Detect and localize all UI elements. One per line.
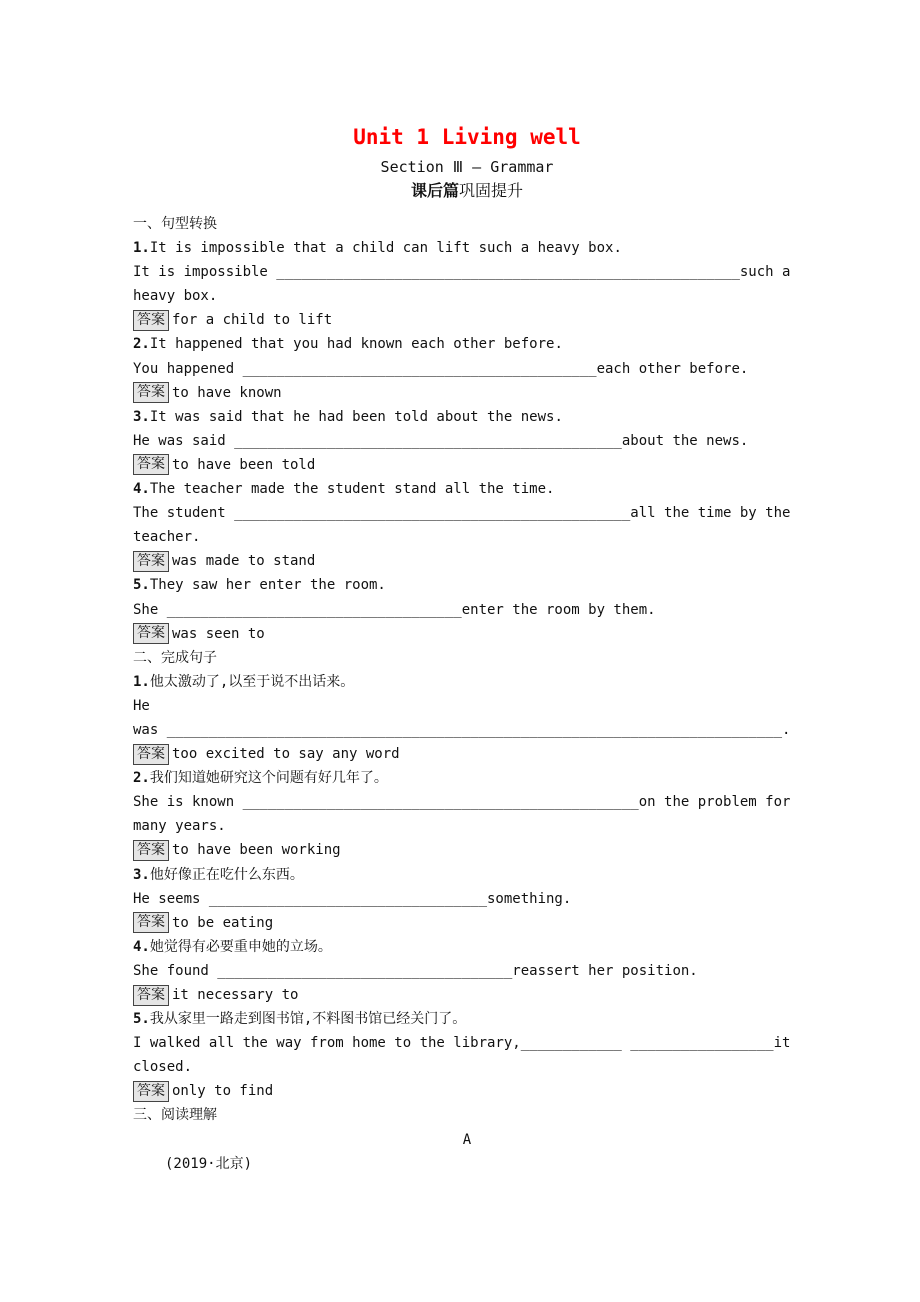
question-continuation-line: She is known _______________________________________________on the problem for — [133, 794, 791, 811]
question-continuation-line: It is impossible _______________________________________________________such a — [133, 264, 791, 281]
subheading-bold-part: 课后篇 — [410, 181, 459, 200]
answer-label-box: 答案 — [133, 310, 169, 331]
question-sentence: 4.The teacher made the student stand all the time. — [133, 481, 555, 498]
question-continuation-line: She ___________________________________enter the room by them. — [133, 601, 656, 618]
question-continuation-line: heavy box. — [133, 288, 218, 305]
answer-row — [133, 381, 801, 405]
answer-text: to have known — [172, 384, 282, 401]
answer-text: too excited to say any word — [172, 746, 400, 763]
unit-title: Unit 1 Living well — [353, 125, 581, 149]
subheading-regular-part: 巩固提升 — [459, 181, 524, 200]
passage-source: (2019·北京) — [165, 1155, 253, 1172]
answer-label-box: 答案 — [133, 840, 169, 861]
section-heading: 二、完成句子 — [133, 649, 217, 666]
question-sentence: 2.It happened that you had known each other before. — [133, 336, 563, 353]
question-sentence: 5.They saw her enter the room. — [133, 577, 386, 594]
answer-label-box: 答案 — [133, 623, 169, 644]
answer-row — [133, 838, 801, 862]
exercise-lines — [133, 212, 801, 1176]
question-continuation-line: The student _______________________________________________all the time by the — [133, 505, 791, 522]
question-sentence: 3.他好像正在吃什么东西。 — [133, 866, 304, 883]
answer-label-box: 答案 — [133, 454, 169, 475]
question-continuation-line: teacher. — [133, 529, 201, 546]
question-continuation-line: He was said ______________________________________________about the news. — [133, 432, 749, 449]
answer-text: only to find — [172, 1083, 274, 1100]
question-continuation-line: You happened __________________________________________each other before. — [133, 360, 749, 377]
section-heading: 一、句型转换 — [133, 216, 217, 232]
answer-row — [133, 622, 801, 646]
answer-row — [133, 742, 801, 766]
question-continuation-line: She found ___________________________________reassert her position. — [133, 962, 698, 979]
section-heading: 三、阅读理解 — [133, 1107, 217, 1124]
answer-label-box: 答案 — [133, 744, 169, 765]
answer-text: was seen to — [172, 625, 265, 642]
answer-row — [133, 911, 801, 935]
section-subtitle: Section Ⅲ — Grammar — [380, 158, 554, 176]
answer-label-box: 答案 — [133, 1081, 169, 1102]
item-number: 4. — [133, 481, 150, 498]
answer-row — [133, 549, 801, 573]
lesson-subheading — [133, 180, 801, 204]
document-content — [133, 122, 801, 1176]
question-sentence: 5.我从家里一路走到图书馆,不料图书馆已经关门了。 — [133, 1011, 467, 1028]
answer-text: to have been told — [172, 456, 316, 473]
answer-label-box: 答案 — [133, 382, 169, 403]
item-number: 1. — [133, 240, 150, 257]
question-continuation-line: He — [133, 697, 150, 714]
question-sentence: 2.我们知道她研究这个问题有好几年了。 — [133, 770, 388, 787]
passage-label-a: A — [462, 1131, 472, 1148]
question-sentence: 1.It is impossible that a child can lift such a heavy box. — [133, 240, 622, 257]
question-sentence: 4.她觉得有必要重申她的立场。 — [133, 938, 332, 955]
answer-row — [133, 983, 801, 1007]
answer-row — [133, 453, 801, 477]
item-number: 5. — [133, 577, 150, 594]
item-number: 3. — [133, 408, 150, 425]
answer-row — [133, 308, 801, 332]
answer-row — [133, 1079, 801, 1103]
answer-text: to have been working — [172, 842, 341, 859]
answer-text: it necessary to — [172, 987, 299, 1003]
question-continuation-line: was _________________________________________________________________________. — [133, 721, 791, 738]
item-number: 4. — [133, 938, 150, 955]
question-continuation-line: He seems _________________________________something. — [133, 890, 572, 907]
answer-label-box: 答案 — [133, 912, 169, 933]
item-number: 5. — [133, 1011, 150, 1028]
item-number: 1. — [133, 673, 150, 690]
item-number: 2. — [133, 770, 150, 787]
question-continuation-line: many years. — [133, 818, 226, 835]
item-number: 2. — [133, 336, 150, 353]
answer-label-box: 答案 — [133, 985, 169, 1006]
question-continuation-line: I walked all the way from home to the library,____________ _________________it — [133, 1035, 791, 1052]
answer-label-box: 答案 — [133, 551, 169, 572]
answer-text: for a child to lift — [172, 312, 333, 329]
question-sentence: 3.It was said that he had been told about the news. — [133, 408, 563, 425]
question-sentence: 1.他太激动了,以至于说不出话来。 — [133, 673, 355, 690]
question-continuation-line: closed. — [133, 1059, 193, 1076]
item-number: 3. — [133, 866, 150, 883]
answer-text: was made to stand — [172, 553, 316, 570]
answer-text: to be eating — [172, 914, 274, 931]
